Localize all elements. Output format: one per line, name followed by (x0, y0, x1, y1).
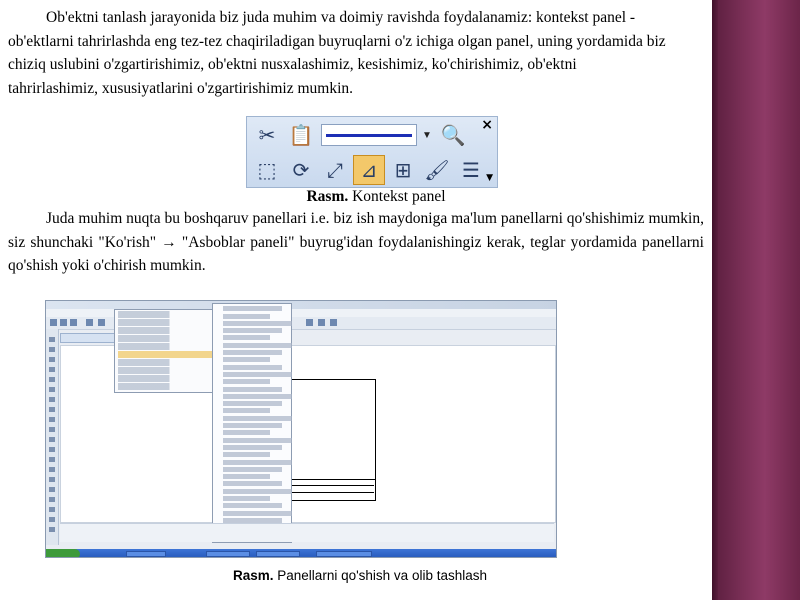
toolbar-icon (98, 319, 105, 326)
toolbars-submenu (212, 303, 292, 543)
mirror-icon: ⊿ (353, 155, 385, 185)
paste-icon: 📋 (288, 123, 314, 147)
move-icon: ⬚ (257, 158, 277, 182)
toolbar-icon (60, 319, 67, 326)
scissors-icon: ✂ (258, 123, 276, 147)
scale-icon: ⤢ (327, 158, 343, 182)
dropdown-arrow-icon: ▼ (422, 129, 432, 141)
application-screenshot (45, 300, 557, 558)
rotate-icon: ⟳ (292, 158, 310, 182)
taskbar (46, 549, 556, 558)
properties-icon: ☰ (462, 158, 480, 182)
left-toolbar (46, 329, 59, 545)
close-icon: × (481, 117, 493, 133)
status-panel (60, 523, 554, 542)
toolbar-icon (318, 319, 325, 326)
caption-1: Rasm. Kontekst panel (306, 188, 446, 205)
view-menu (114, 309, 216, 393)
paragraph-1: Ob'ektni tanlash jarayonida biz juda muhim va doimiy ravishda foydalanamiz: kontekst panel - ob'ektlarni tahrirlashda eng tez-tez chaqiriladigan buyruqlarni o'z ichiga olgan panel, uning yordamida biz chiziq uslubini o'zgartirishimiz, ob'ektni nusxalashimiz, kesishimiz, ko'chirishimiz, ob'ektni tahrirlashimiz, xususiyatlarini o'zgartirishimiz mumkin. (8, 9, 666, 97)
toolbars-menu-item (118, 351, 212, 358)
decorative-sidebar (712, 0, 800, 600)
context-toolbar-image (246, 116, 498, 188)
toolbar-icon (70, 319, 77, 326)
paragraph-2: Juda muhim nuqta bu boshqaruv panellari i.e. biz ish maydoniga ma'lum panellarni qo'shishimiz mumkin, siz shunchaki "Ko'rish" → "Asboblar paneli" buyrug'idan foydalanishingiz kerak, teglar yordamida panellarni qo'shish yoki o'chirish mumkin. (8, 210, 704, 274)
toolbar-icon (330, 319, 337, 326)
title-block (288, 479, 376, 500)
brush-icon: 🖌 (424, 158, 450, 182)
toolbar-icon (50, 319, 57, 326)
toolbar-icon (306, 319, 313, 326)
line-style-box (321, 124, 417, 146)
more-arrow-icon: ▼ (486, 173, 493, 183)
start-button (46, 549, 80, 558)
document-tab (60, 333, 118, 343)
array-icon: ⊞ (394, 158, 412, 182)
caption-2: Rasm. Panellarni qo'shish va olib tashlash (233, 568, 487, 583)
zoom-icon: 🔍 (440, 123, 466, 147)
toolbar-icon (86, 319, 93, 326)
